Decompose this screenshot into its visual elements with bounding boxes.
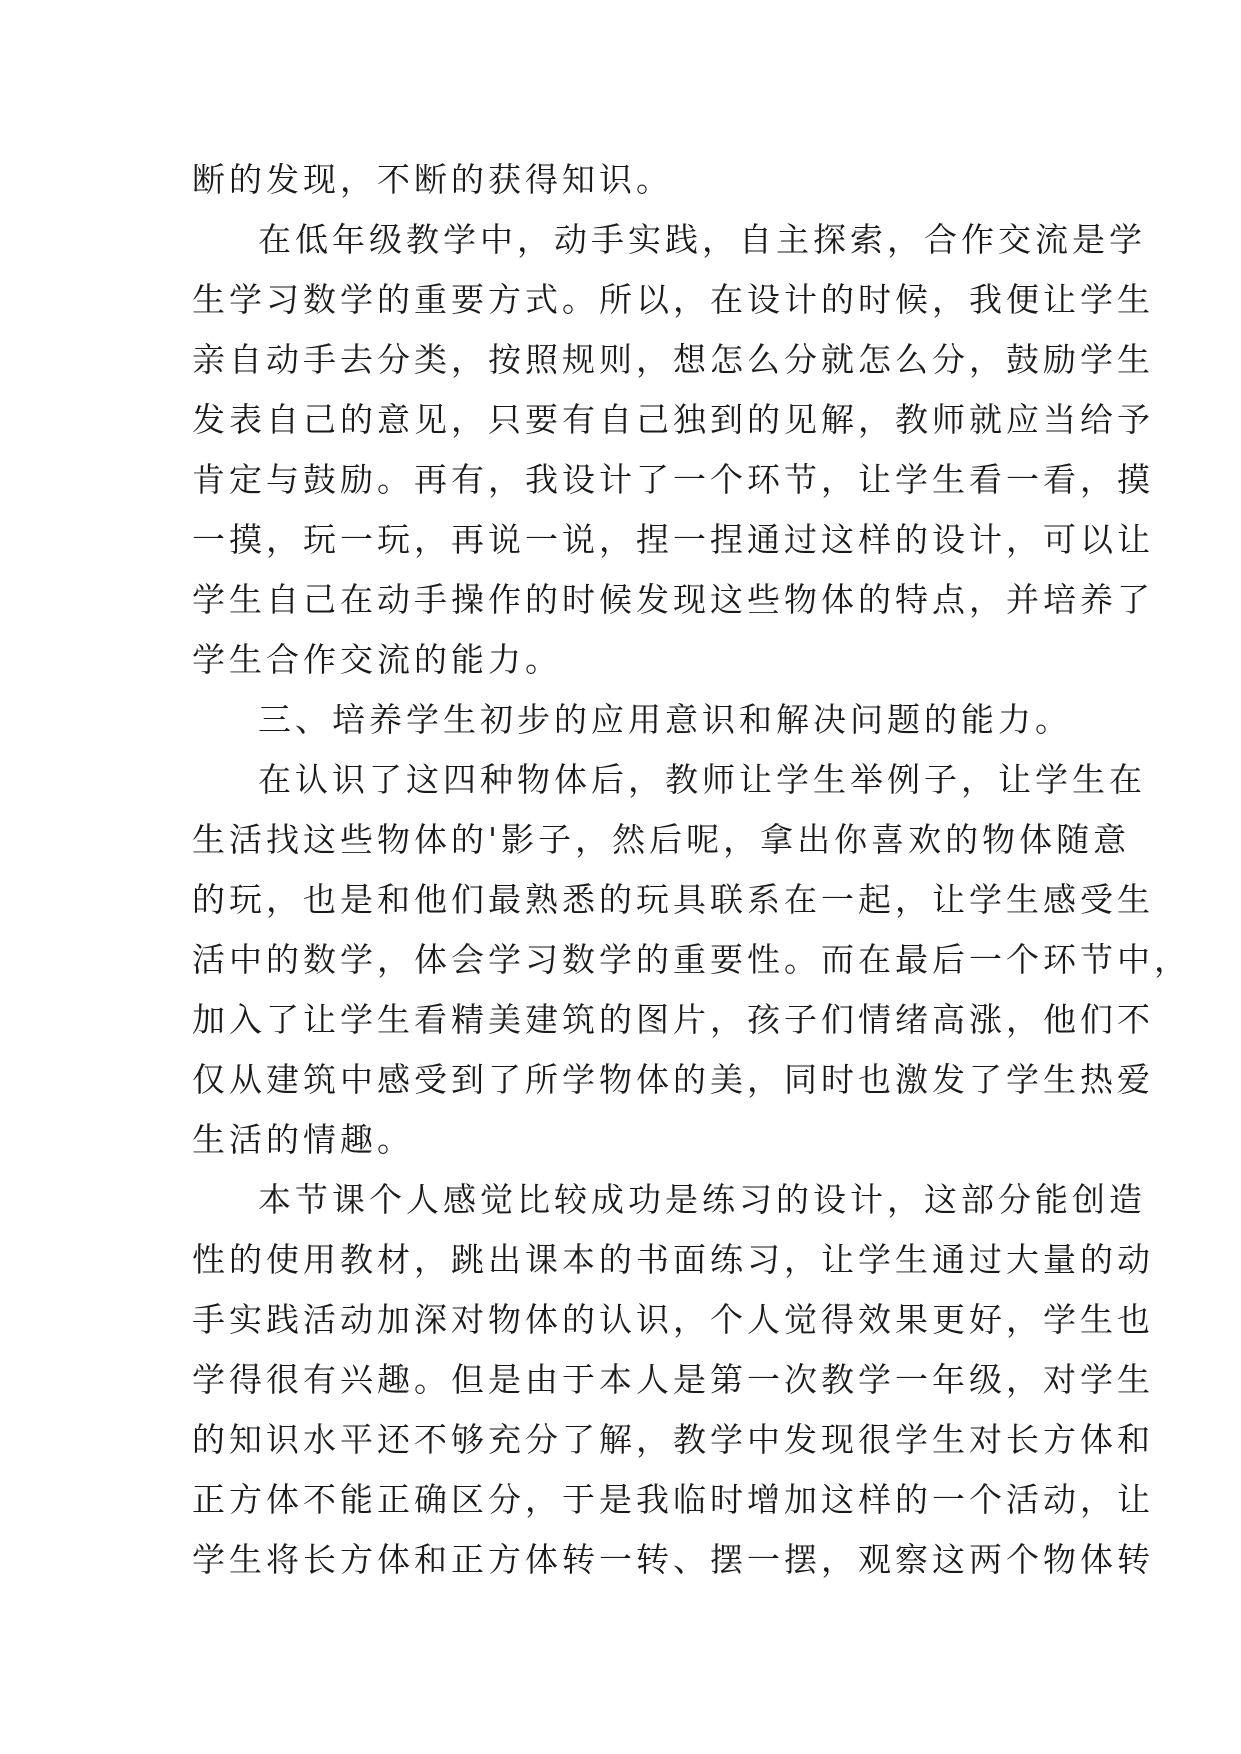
text-line: 正方体不能正确区分，于是我临时增加这样的一个活动，让 bbox=[192, 1480, 1154, 1519]
text-line: 加入了让学生看精美建筑的图片，孩子们情绪高涨，他们不 bbox=[192, 1000, 1154, 1039]
text-line: 发表自己的意见，只要有自己独到的见解，教师就应当给予 bbox=[192, 400, 1154, 439]
section-heading-line: 三、培养学生初步的应用意识和解决问题的能力。 bbox=[258, 700, 1072, 739]
text-line: 学得很有兴趣。但是由于本人是第一次教学一年级，对学生 bbox=[192, 1360, 1154, 1399]
text-line: 的玩，也是和他们最熟悉的玩具联系在一起，让学生感受生 bbox=[192, 880, 1154, 919]
text-line: 学生合作交流的能力。 bbox=[192, 640, 562, 679]
text-line: 一摸，玩一玩，再说一说，捏一捏通过这样的设计，可以让 bbox=[192, 520, 1154, 559]
text-line: 手实践活动加深对物体的认识，个人觉得效果更好，学生也 bbox=[192, 1300, 1154, 1339]
document-body bbox=[192, 150, 1191, 1590]
text-line: 生活找这些物体的'影子，然后呢，拿出你喜欢的物体随意 bbox=[192, 820, 1131, 859]
text-line: 学生自己在动手操作的时候发现这些物体的特点，并培养了 bbox=[192, 580, 1154, 619]
text-line: 仅从建筑中感受到了所学物体的美，同时也激发了学生热爱 bbox=[192, 1060, 1154, 1099]
text-line: 生学习数学的重要方式。所以，在设计的时候，我便让学生 bbox=[192, 280, 1154, 319]
text-line: 肯定与鼓励。再有，我设计了一个环节，让学生看一看，摸 bbox=[192, 460, 1154, 499]
text-line: 活中的数学，体会学习数学的重要性。而在最后一个环节中， bbox=[192, 940, 1191, 979]
text-line: 性的使用教材，跳出课本的书面练习，让学生通过大量的动 bbox=[192, 1240, 1154, 1279]
text-line: 学生将长方体和正方体转一转、摆一摆，观察这两个物体转 bbox=[192, 1540, 1154, 1579]
text-line: 亲自动手去分类，按照规则，想怎么分就怎么分，鼓励学生 bbox=[192, 340, 1154, 379]
text-line: 的知识水平还不够充分了解，教学中发现很学生对长方体和 bbox=[192, 1420, 1154, 1459]
paragraph-start-line: 本节课个人感觉比较成功是练习的设计，这部分能创造 bbox=[258, 1180, 1146, 1219]
paragraph-start-line: 在低年级教学中，动手实践，自主探索，合作交流是学 bbox=[258, 220, 1146, 259]
paragraph-start-line: 在认识了这四种物体后，教师让学生举例子，让学生在 bbox=[258, 760, 1146, 799]
text-line: 断的发现，不断的获得知识。 bbox=[192, 160, 673, 199]
text-line: 生活的情趣。 bbox=[192, 1120, 414, 1159]
